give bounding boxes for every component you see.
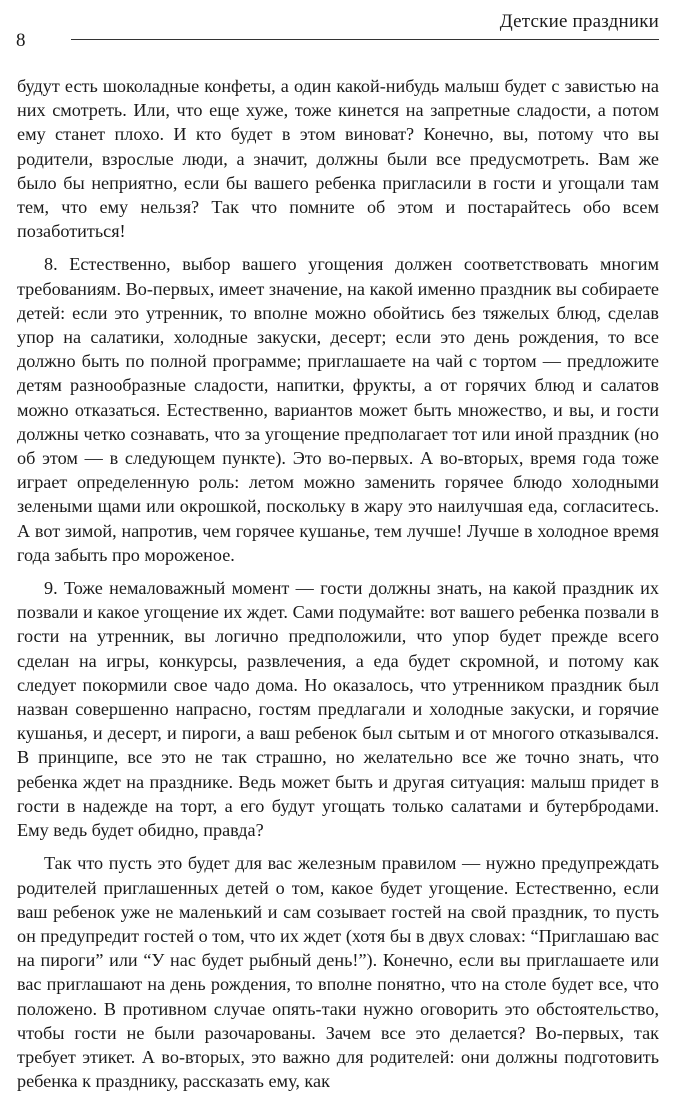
header-rule [71, 39, 659, 40]
paragraph-continuation: будут есть шоколадные конфеты, а один какой-нибудь малыш будет с завистью на них смотреть. Или, что еще хуже, тоже кинется на запретные сладости, а потом ему станет плохо. И кто будет в этом виноват? Конечно, вы, потому что вы родители, взрослые люди, а значит, должны были все предусмотреть. Вам же было бы неприятно, если бы вашего ребенка пригласили в гости и угощали там тем, что ему нельзя? Так что помните об этом и постарайтесь обо всем позаботиться! [17, 76, 659, 242]
paragraph-item-8: 8. Естественно, выбор вашего угощения должен соответствовать многим требованиям. Во-первых, имеет значение, на какой именно праздник вы собираете детей: если это утренник, то вполне можно обойтись без тяжелых блюд, сделав упор на салатики, холодные закуски, десерт; если это день рождения, то все должно быть по полной программе; приглашаете на чай с тортом — предложите детям разнообразные сладости, напитки, фрукты, а от горячих блюд и салатов можно отказаться. Естественно, вариантов может быть множество, и вы, и гости должны четко сознавать, что за угощение предполагает тот или иной праздник (но об этом — в следующем пункте). Это во-первых. А во-вторых, время года тоже играет определенную роль: летом можно заменить горячее блюдо холодными зелеными щами или окрошкой, поскольку в жару это наилучшая еда, согласитесь. А вот зимой, напротив, чем горячее кушанье, тем лучше! Лучше в холодное время года забыть про мороженое. [17, 254, 659, 565]
paragraph-item-9: 9. Тоже немаловажный момент — гости должны знать, на какой праздник их позвали и какое угощение их ждет. Сами подумайте: вот вашего ребенка позвали в гости на утренник, вы логично предположили, что упор будет прежде всего сделан на игры, конкурсы, развлечения, а еда будет скромной, и потому как следует покормили свое чадо дома. Но оказалось, что утренником праздник был назван совершенно напрасно, гостям предлагали и холодные закуски, и горячие кушанья, и десерт, и пироги, а ваш ребенок был сытым и от многого отказывался. В принципе, все это не так страшно, но желательно все же точно знать, что ребенка ждет на празднике. Ведь может быть и другая ситуация: малыш придет в гости в надежде на торт, а его будут угощать только салатами и бутербродами. Ему ведь будет обидно, правда? [17, 578, 659, 841]
paragraph-rule: Так что пусть это будет для вас железным правилом — нужно предупреждать родителей приглашенных детей о том, какое будет угощение. Естественно, если ваш ребенок уже не маленький и сам созывает гостей на свой праздник, то пусть он предупредит гостей о том, что их ждет (хотя бы в двух словах: “Приглашаю вас на пироги” или “У нас будет рыбный день!”). Конечно, если вы приглашаете или вас приглашают на день рождения, то вполне понятно, что на столе будет все, что положено. В противном случае опять-таки нужно оговорить это обстоятельство, чтобы гости не были разочарованы. Зачем все это делается? Во-первых, так требует этикет. А во-вторых, это важно для родителей: они должны подготовить ребенка к празднику, рассказать ему, как [17, 853, 659, 1092]
running-head-title: Детские праздники [499, 11, 659, 32]
page-number: 8 [16, 30, 26, 51]
page-body [17, 74, 659, 1102]
